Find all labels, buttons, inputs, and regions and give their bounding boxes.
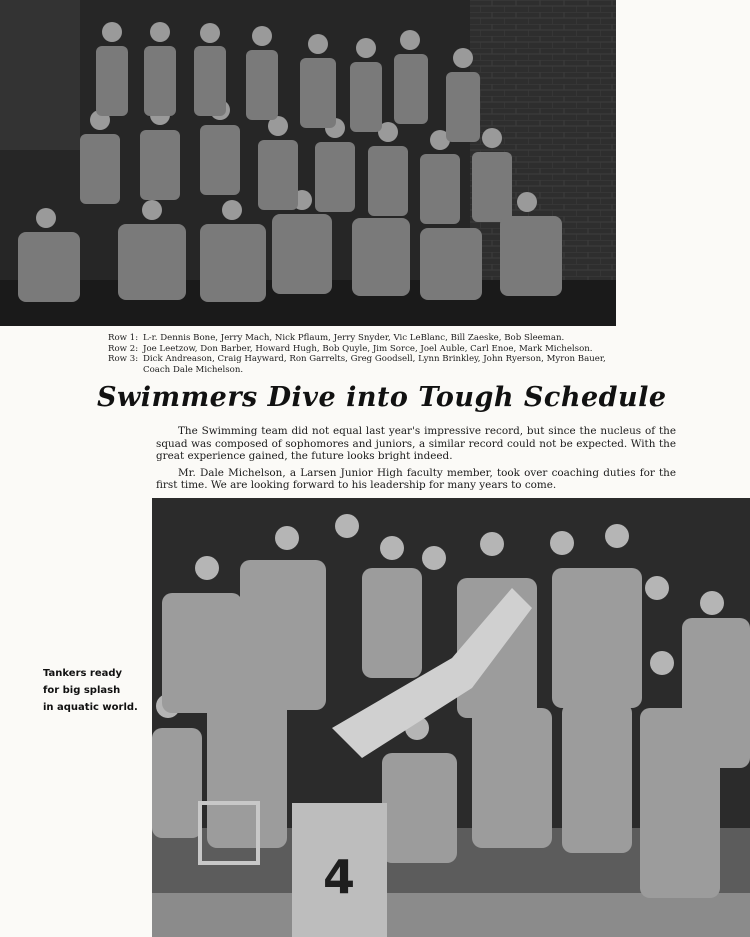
pool-caption-line-1: Tankers ready bbox=[43, 668, 123, 679]
caption-continuation: Coach Dale Michelson. bbox=[143, 364, 244, 375]
caption-row-3: Row 3: Dick Andreason, Craig Hayward, Ron Garrelts, Greg Goodsell, Lynn Brinkley, John Ryerson, Myron Bauer, bbox=[108, 354, 606, 365]
caption-row-1: Row 1: L-r. Dennis Bone, Jerry Mach, Nick Pflaum, Jerry Snyder, Vic LeBlanc, Bill Zaeske, Bob Sleeman. bbox=[108, 333, 565, 343]
caption-row-2: Row 2: Joe Leetzow, Don Barber, Howard Hugh, Bob Quyle, Jim Sorce, Joel Auble, Carl Enoe, Mark Michelson. bbox=[108, 343, 593, 354]
article-paragraph-2: Mr. Dale Michelson, a Larsen Junior High faculty member, took over coaching duties for the first time. We are looking forward to his leadership for many years to come. bbox=[156, 466, 676, 492]
article-body bbox=[156, 425, 676, 496]
pool-photo bbox=[152, 498, 750, 937]
team-photo-caption bbox=[108, 333, 628, 375]
article-headline: Swimmers Dive into Tough Schedule bbox=[97, 382, 667, 413]
team-photo bbox=[0, 0, 616, 326]
pool-caption-line-2: for big splash bbox=[43, 685, 121, 696]
pool-photo-illustration bbox=[152, 498, 750, 937]
pool-photo-caption bbox=[43, 665, 148, 716]
team-photo-illustration bbox=[0, 0, 616, 326]
article-paragraph-1: The Swimming team did not equal last year's impressive record, but since the nucleus of the squad was composed of sophomores and juniors, a similar record could not be expected. With the great experience gained, the future looks bright indeed. bbox=[156, 425, 676, 463]
starting-block-number: 4 bbox=[322, 850, 356, 904]
pool-caption-line-3: in aquatic world. bbox=[43, 702, 138, 713]
